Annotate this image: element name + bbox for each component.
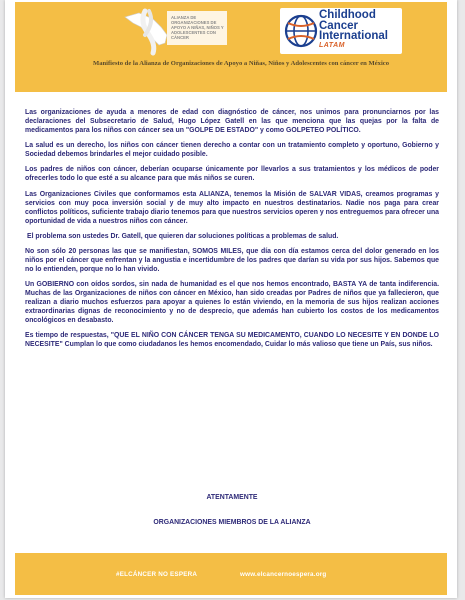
manifesto-body [25, 108, 439, 356]
paragraph: Las Organizaciones Civiles que conformamos esta ALIANZA, tenemos la Misión de SALVAR VIDAS, creamos programas y servicios con muy poca inversión social y de muy alto impacto en nuestros destinatarios. Nadie nos paga para crear conflictos políticos, suficiente trabajo diario tenemos para que nuestros servicios operen y nos entreguemos para ofrecer una oportunidad de vida a nuestros niños con cáncer. [25, 190, 439, 225]
paragraph: Un GOBIERNO con oídos sordos, sin nada de humanidad es el que nos hemos encontrado, BASTA YA de tanta indiferencia. Muchas de las Organizaciones de niños con cáncer en México, han sido creadas por Padres de niños que ya fallecieron, que realizan a diario muchos esfuerzos para apoyar a quienes lo están viviendo, en la memoria de sus hijos realizan acciones extraordinarias dignas de reconocimiento y no de desprecio, que además han cubierto los costos de los medicamentos oncológicos en desabasto. [25, 281, 439, 325]
paragraph: No son sólo 20 personas las que se manifiestan, SOMOS MILES, que día con día estamos cerca del dolor generado en los niños por el cáncer que enfrentan y la angustia e incertidumbre de los padres que darían su vida por sus hijos. Sabemos que no lo entienden, porque no lo han vivido. [25, 247, 439, 273]
cci-name: Childhood Cancer International [319, 9, 389, 43]
globe-icon [282, 9, 320, 53]
footer-website-link[interactable]: www.elcancernoespera.org [240, 571, 327, 578]
paragraph: Las organizaciones de ayuda a menores de edad con diagnóstico de cáncer, nos unimos para pronunciarnos por las declaraciones del Subsecretario de Salud, Hugo López Gatell en las que menciona que las quejas por la falta de medicamentos para los niños con cáncer sea un "GOLPE DE ESTADO" y como GOLPETEO POLÍTICO. [25, 109, 439, 134]
paragraph: Es tiempo de respuestas, "QUE EL NIÑO CON CÁNCER TENGA SU MEDICAMENTO, CUANDO LO NECESITE Y EN DONDE LO NECESITE" Cumplan lo que como ciudadanos les hemos encomendado, Cuidar lo más valioso que tiene un País, sus niños. [25, 332, 439, 349]
footer-hashtag: #ELCÁNCER NO ESPERA [116, 571, 198, 578]
footer-banner [15, 553, 447, 595]
paragraph: La salud es un derecho, los niños con cáncer tienen derecho a contar con un tratamiento completo y oportuno, Gobierno y Sociedad debemos brindarles el mejor cuidado posible. [25, 142, 439, 159]
closing-block [25, 494, 439, 526]
manifesto-page [5, 0, 457, 598]
header-banner [15, 2, 447, 92]
paragraph: El problema son ustedes Dr. Gatell, que quieren dar soluciones políticas a problemas de salud. [27, 232, 339, 240]
paragraph: Los padres de niños con cáncer, deberían ocuparse únicamente por llevarlos a sus tratamientos y los médicos de poder ofrecerles todo lo que esté a su alcance para que más niños se curen. [25, 166, 439, 183]
alliance-logo [119, 5, 231, 57]
header-caption: Manifiesto de la Alianza de Organizaciones de Apoyo a Niñas, Niños y Adolescentes con cáncer en México [92, 60, 390, 67]
cci-latam-logo [280, 8, 402, 54]
cci-region: LATAM [319, 42, 345, 49]
salutation: ATENTAMENTE [206, 494, 258, 501]
alliance-logo-text: ALIANZA DE ORGANIZACIONES DE APOYO A NIÑAS, NIÑOS Y ADOLESCENTES CON CÁNCER [171, 15, 224, 40]
signature: ORGANIZACIONES MIEMBROS DE LA ALIANZA [153, 519, 311, 526]
